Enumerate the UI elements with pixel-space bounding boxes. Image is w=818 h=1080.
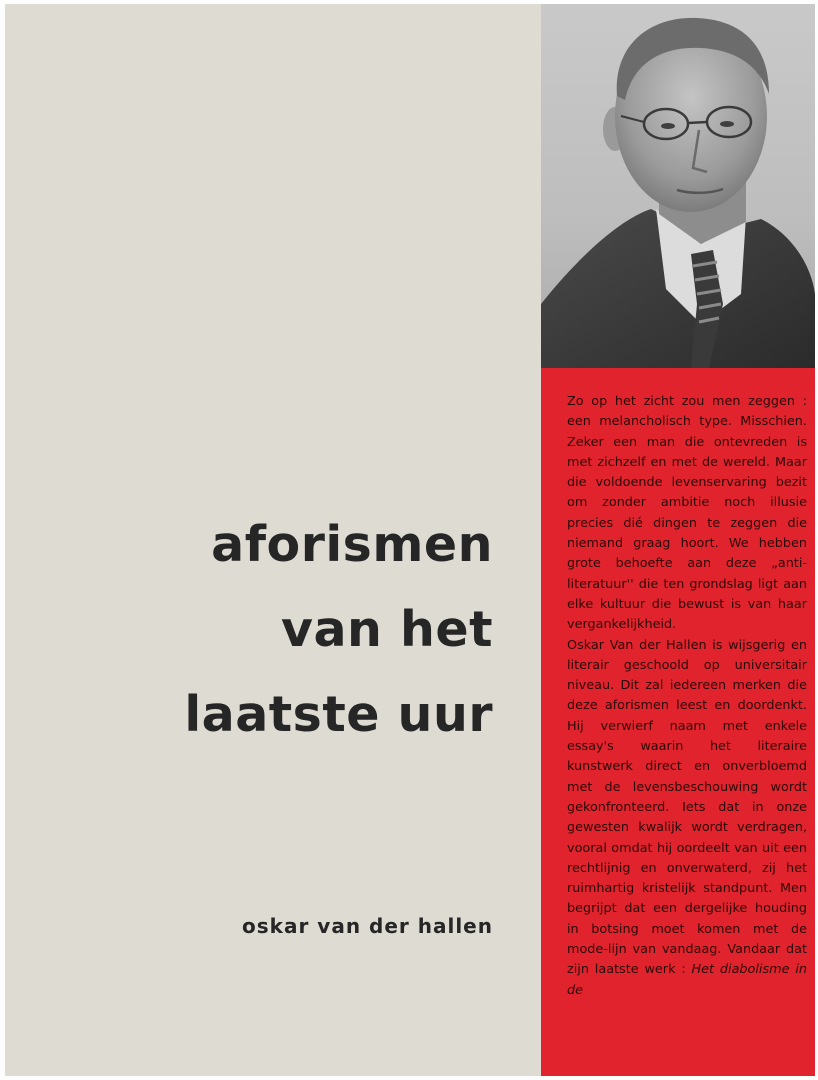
book-cover bbox=[5, 4, 815, 1076]
blurb-book-title-italic: Het diabolisme in de bbox=[567, 962, 807, 998]
blurb-paragraph-1: Zo op het zicht zou men zeggen : een melancholisch type. Misschien. Zeker een man die ontevreden is met zichzelf en met de wereld. Maar die voldoende levenservaring bezit om zonder ambitie noch illusie precies dié dingen te zeggen die niemand graag hoort. We hebben grote behoefte aan deze „anti-literatuur'' die ten grondslag ligt aan elke kultuur die bewust is van haar vergankelijkheid. bbox=[567, 394, 807, 633]
author-portrait-photo bbox=[541, 4, 815, 368]
portrait-illustration bbox=[541, 4, 815, 368]
book-title bbox=[5, 502, 493, 757]
blurb-paragraph-2-text: Oskar Van der Hallen is wijsgerig en literair geschoold op universitair niveau. Dit zal iedereen merken die deze aforismen leest en doordenkt. Hij verwierf naam met enkele essay's waarin het literaire kunstwerk direct en onverbloemd met de levensbeschouwing wordt gekonfronteerd. Iets dat in onze gewesten kwalijk wordt verdragen, vooral omdat hij oordeelt van uit een rechtlijnig en onverwaterd, zij het ruimhartig kristelijk standpunt. Men begrijpt dat een dergelijke houding in botsing moet komen met de mode-lijn van vandaag. Vandaar dat zijn laatste werk : bbox=[567, 637, 807, 978]
title-line-3: laatste uur bbox=[184, 686, 493, 743]
title-line-2: van het bbox=[281, 601, 493, 658]
title-line-1: aforismen bbox=[211, 516, 493, 573]
back-cover-blurb bbox=[541, 368, 815, 1076]
author-name: oskar van der hallen bbox=[242, 914, 493, 938]
blurb-paragraph-2 bbox=[567, 636, 807, 1001]
